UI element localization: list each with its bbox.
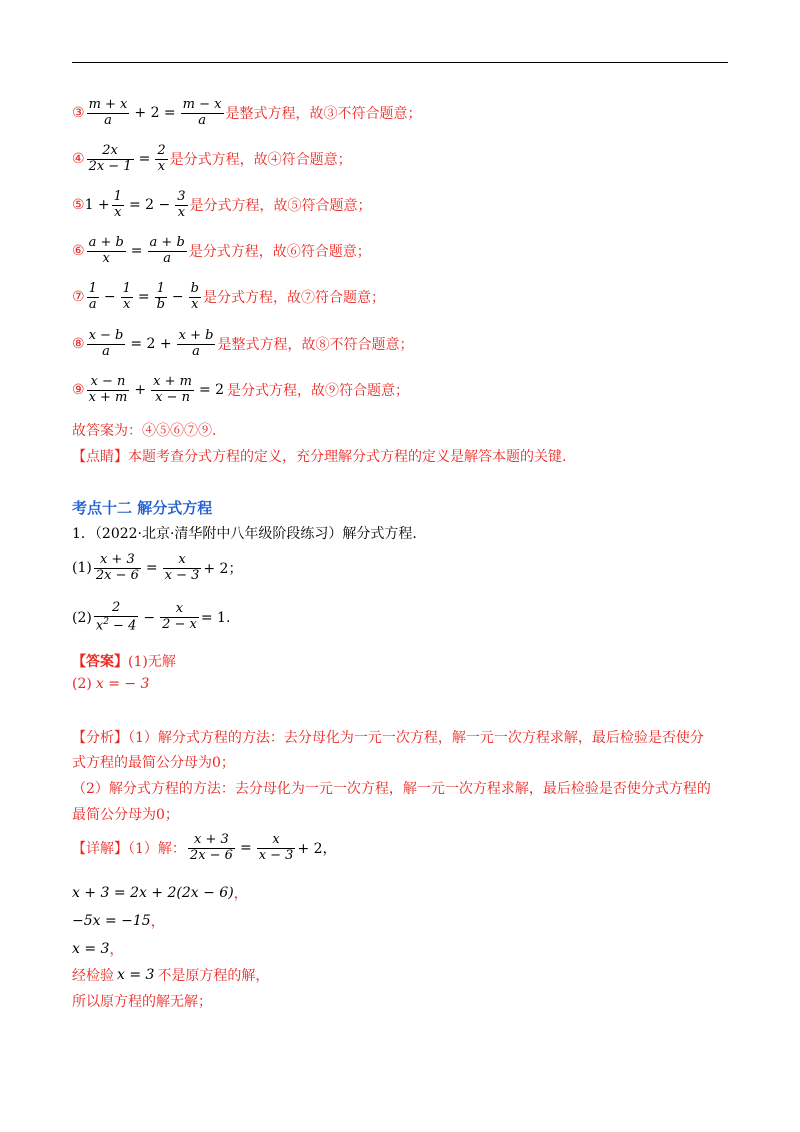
- item-marker: ⑨: [72, 382, 85, 399]
- item-marker: ③: [72, 105, 85, 122]
- fraction: $\frac{3}{x}$: [177, 189, 186, 220]
- fraction: $\frac{2}{x}$: [157, 143, 166, 174]
- subproblem-label: (1): [72, 560, 92, 577]
- item-marker: ⑧: [72, 336, 85, 353]
- operator: 1 +: [84, 197, 110, 214]
- fraction: $\frac{m - x}{a}$: [182, 97, 222, 128]
- list-item: [72, 144, 352, 175]
- fraction: $\frac{2x}{2x - 1}$: [88, 143, 132, 174]
- operator: −: [171, 289, 184, 306]
- detail-line: [72, 833, 337, 864]
- analysis-2a: （2）解分式方程的方法：去分母化为一元一次方程，解一元一次方程求解，最后检验是否使分式方程的: [72, 781, 711, 797]
- answer-line: 故答案为：④⑤⑥⑦⑨.: [72, 423, 217, 439]
- operator: =: [137, 289, 150, 306]
- fraction: $\frac{a + b}{a}$: [149, 235, 185, 266]
- subproblem-2: [72, 601, 230, 634]
- operator: = 1.: [200, 609, 231, 626]
- item-text: 是整式方程，故⑧不符合题意；: [217, 337, 414, 354]
- fraction: $\frac{x}{x - 3}$: [164, 552, 200, 583]
- operator: =: [239, 840, 252, 857]
- answer-1: (1)无解: [128, 654, 176, 670]
- operator: + 2，: [297, 841, 337, 858]
- item-text: 是分式方程，故⑥符合题意；: [188, 244, 371, 261]
- item-text: 是分式方程，故⑦符合题意；: [202, 290, 385, 307]
- item-text: 是分式方程，故⑤符合题意；: [189, 198, 372, 215]
- item-text: 是分式方程，故⑨符合题意；: [227, 383, 410, 400]
- analysis-1a: 【分析】（1）解分式方程的方法：去分母化为一元一次方程，解一元一次方程求解，最后检验是否使分: [72, 730, 704, 746]
- check-line: 经检验 x = 3 不是原方程的解，: [72, 967, 270, 984]
- item-marker: ⑤: [72, 197, 85, 214]
- fraction: $\frac{1}{a}$: [88, 281, 97, 312]
- header-rule: [72, 62, 728, 63]
- item-marker: ⑥: [72, 243, 85, 260]
- fraction: $\frac{x - n}{x + m}$: [88, 374, 128, 405]
- fraction: $\frac{x + b}{a}$: [178, 328, 214, 359]
- fraction: $\frac{x - b}{a}$: [88, 328, 124, 359]
- item-marker: ④: [72, 151, 85, 168]
- subproblem-1: [72, 553, 242, 584]
- operator: +: [134, 382, 147, 399]
- detail-label: 【详解】（1）解：: [72, 841, 186, 858]
- item-text: 是分式方程，故④符合题意；: [169, 152, 352, 169]
- fraction: $\frac{1}{b}$: [156, 281, 165, 312]
- conclusion: 所以原方程的解无解；: [72, 994, 212, 1010]
- analysis-2b: 最简公分母为0；: [72, 807, 179, 823]
- operator: −: [143, 609, 156, 626]
- operator: + 2；: [203, 561, 243, 578]
- step-1: x + 3 = 2x + 2(2x − 6) ，: [72, 885, 248, 902]
- list-item: [72, 236, 371, 267]
- operator: =: [145, 560, 158, 577]
- analysis-1b: 式方程的最简公分母为0；: [72, 755, 235, 771]
- item-text: 是整式方程，故③不符合题意；: [225, 106, 422, 123]
- answer-label: 【答案】: [72, 654, 128, 670]
- list-item: [72, 282, 385, 313]
- list-item: [72, 98, 422, 129]
- fraction: $\frac{1}{x}$: [113, 189, 122, 220]
- section-title: 考点十二 解分式方程: [72, 499, 213, 517]
- fraction: $\frac{a + b}{x}$: [88, 235, 124, 266]
- fraction: $\frac{x + m}{x - n}$: [153, 374, 192, 405]
- problem-statement: 1．（2022·北京·清华附中八年级阶段练习）解分式方程.: [72, 526, 417, 542]
- fraction: $\frac{x + 3}{2x - 6}$: [189, 832, 233, 863]
- dianjing-note: 【点睛】本题考查分式方程的定义，充分理解分式方程的定义是解答本题的关键.: [72, 449, 567, 465]
- subproblem-label: (2): [72, 609, 92, 626]
- operator: =: [130, 243, 143, 260]
- fraction: $\frac{2}{x^2 - 4}$: [95, 600, 137, 634]
- answer-2-value: x = − 3: [95, 676, 150, 692]
- fraction: $\frac{m + x}{a}$: [88, 97, 128, 128]
- operator: + 2 =: [134, 105, 176, 122]
- fraction: $\frac{1}{x}$: [122, 281, 131, 312]
- fraction: $\frac{x + 3}{2x - 6}$: [95, 552, 139, 583]
- fraction: $\frac{b}{x}$: [190, 281, 199, 312]
- item-marker: ⑦: [72, 289, 85, 306]
- step-3: x = 3 ，: [72, 941, 124, 958]
- operator: = 2 −: [128, 197, 171, 214]
- operator: = 2 +: [130, 336, 172, 353]
- step-2: −5x = −15 ，: [72, 913, 165, 930]
- operator: =: [138, 151, 151, 168]
- list-item: [72, 329, 413, 360]
- operator: = 2: [198, 382, 225, 399]
- fraction: $\frac{x}{x - 3}$: [258, 832, 294, 863]
- list-item: [72, 375, 409, 406]
- answer-block: [72, 651, 176, 671]
- fraction: $\frac{x}{2 - x}$: [162, 601, 197, 633]
- answer-2: (2) x = − 3: [72, 676, 150, 692]
- list-item: [72, 190, 372, 221]
- operator: −: [103, 289, 116, 306]
